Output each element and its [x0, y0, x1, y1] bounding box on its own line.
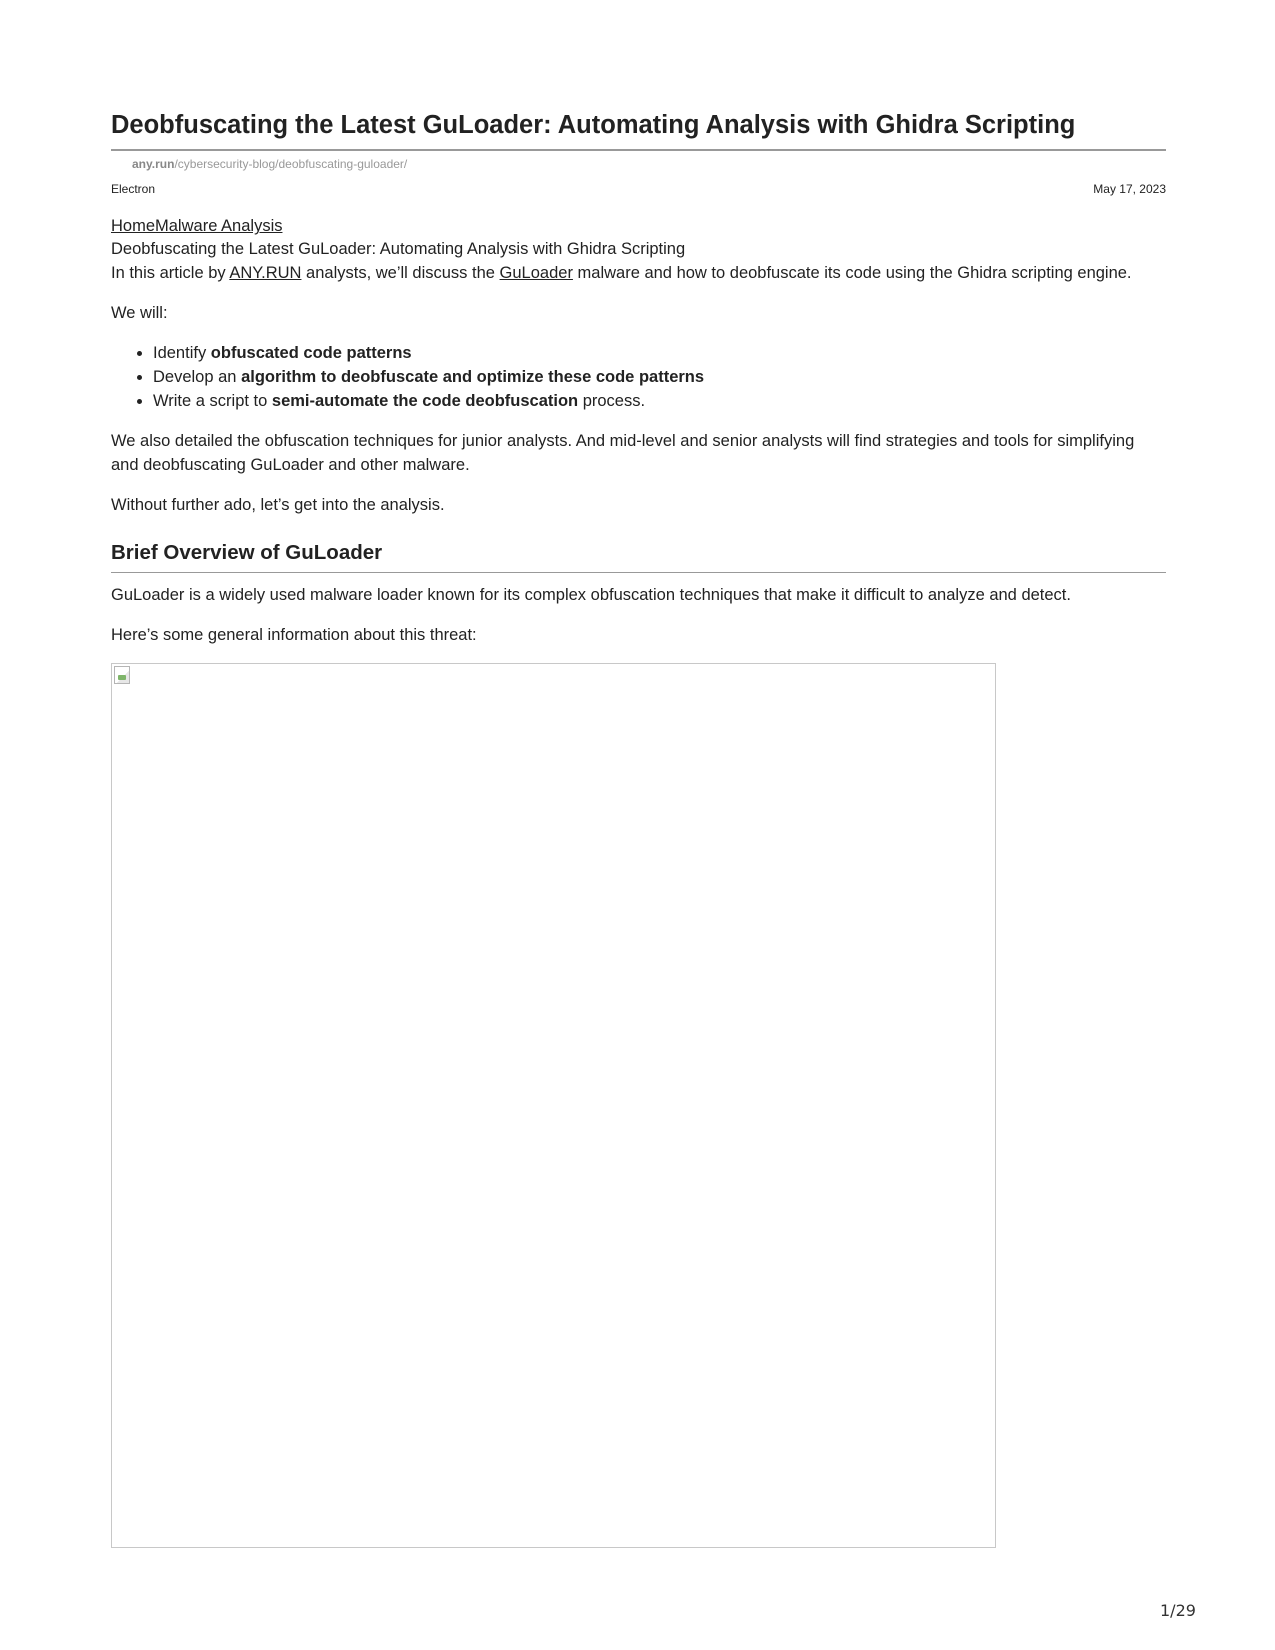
section-heading: Brief Overview of GuLoader: [111, 541, 1166, 573]
breadcrumb-home-link[interactable]: Home: [111, 217, 156, 236]
breadcrumb-current: Deobfuscating the Latest GuLoader: Automating Analysis with Ghidra Scripting: [111, 240, 686, 259]
breadcrumb: [111, 214, 1166, 238]
breadcrumb-category-link[interactable]: Malware Analysis: [155, 217, 283, 236]
list-item: [153, 365, 1166, 389]
source-url[interactable]: [132, 157, 1166, 171]
info-paragraph: Here’s some general information about this threat:: [111, 625, 477, 644]
list-item-text: process.: [578, 392, 646, 411]
list-item-bold: algorithm to deobfuscate and optimize these code patterns: [241, 368, 705, 387]
list-item: [153, 389, 1166, 413]
publish-date: May 17, 2023: [1093, 181, 1166, 196]
article-image: [111, 663, 996, 1548]
article-meta: [111, 182, 1166, 196]
list-item-bold: obfuscated code patterns: [210, 344, 412, 363]
we-will-text: We will:: [111, 304, 168, 323]
intro-text-1: In this article by: [111, 264, 230, 283]
article-title: Deobfuscating the Latest GuLoader: Automating Analysis with Ghidra Scripting: [111, 110, 1166, 151]
list-item: [153, 341, 1166, 365]
source-domain: any.run: [132, 156, 175, 171]
intro-paragraph: [111, 261, 1166, 285]
start-paragraph: Without further ado, let’s get into the analysis.: [111, 496, 445, 515]
goals-list: [111, 341, 1166, 413]
intro-text-2: analysts, we’ll discuss the: [301, 264, 500, 283]
list-item-text: Identify: [153, 344, 211, 363]
list-item-bold: semi-automate the code deobfuscation: [271, 392, 579, 411]
overview-paragraph: GuLoader is a widely used malware loader known for its complex obfuscation techniques that make it difficult to analyze and detect.: [111, 585, 1071, 604]
list-item-text: Develop an: [153, 368, 242, 387]
guloader-link[interactable]: GuLoader: [499, 264, 573, 283]
source-path: /cybersecurity-blog/deobfuscating-guloader/: [174, 156, 408, 171]
anyrun-link[interactable]: ANY.RUN: [229, 264, 302, 283]
author: Electron: [111, 181, 156, 196]
list-item-text: Write a script to: [153, 392, 272, 411]
broken-image-icon: [114, 666, 130, 684]
detail-paragraph: We also detailed the obfuscation techniques for junior analysts. And mid-level and senior analysts will find strategies and tools for simplifying and deobfuscating GuLoader and other malware.: [111, 432, 1135, 475]
intro-text-3: malware and how to deobfuscate its code using the Ghidra scripting engine.: [572, 264, 1132, 283]
page-number: 1/29: [1160, 1601, 1196, 1620]
article-page: [111, 110, 1166, 1548]
